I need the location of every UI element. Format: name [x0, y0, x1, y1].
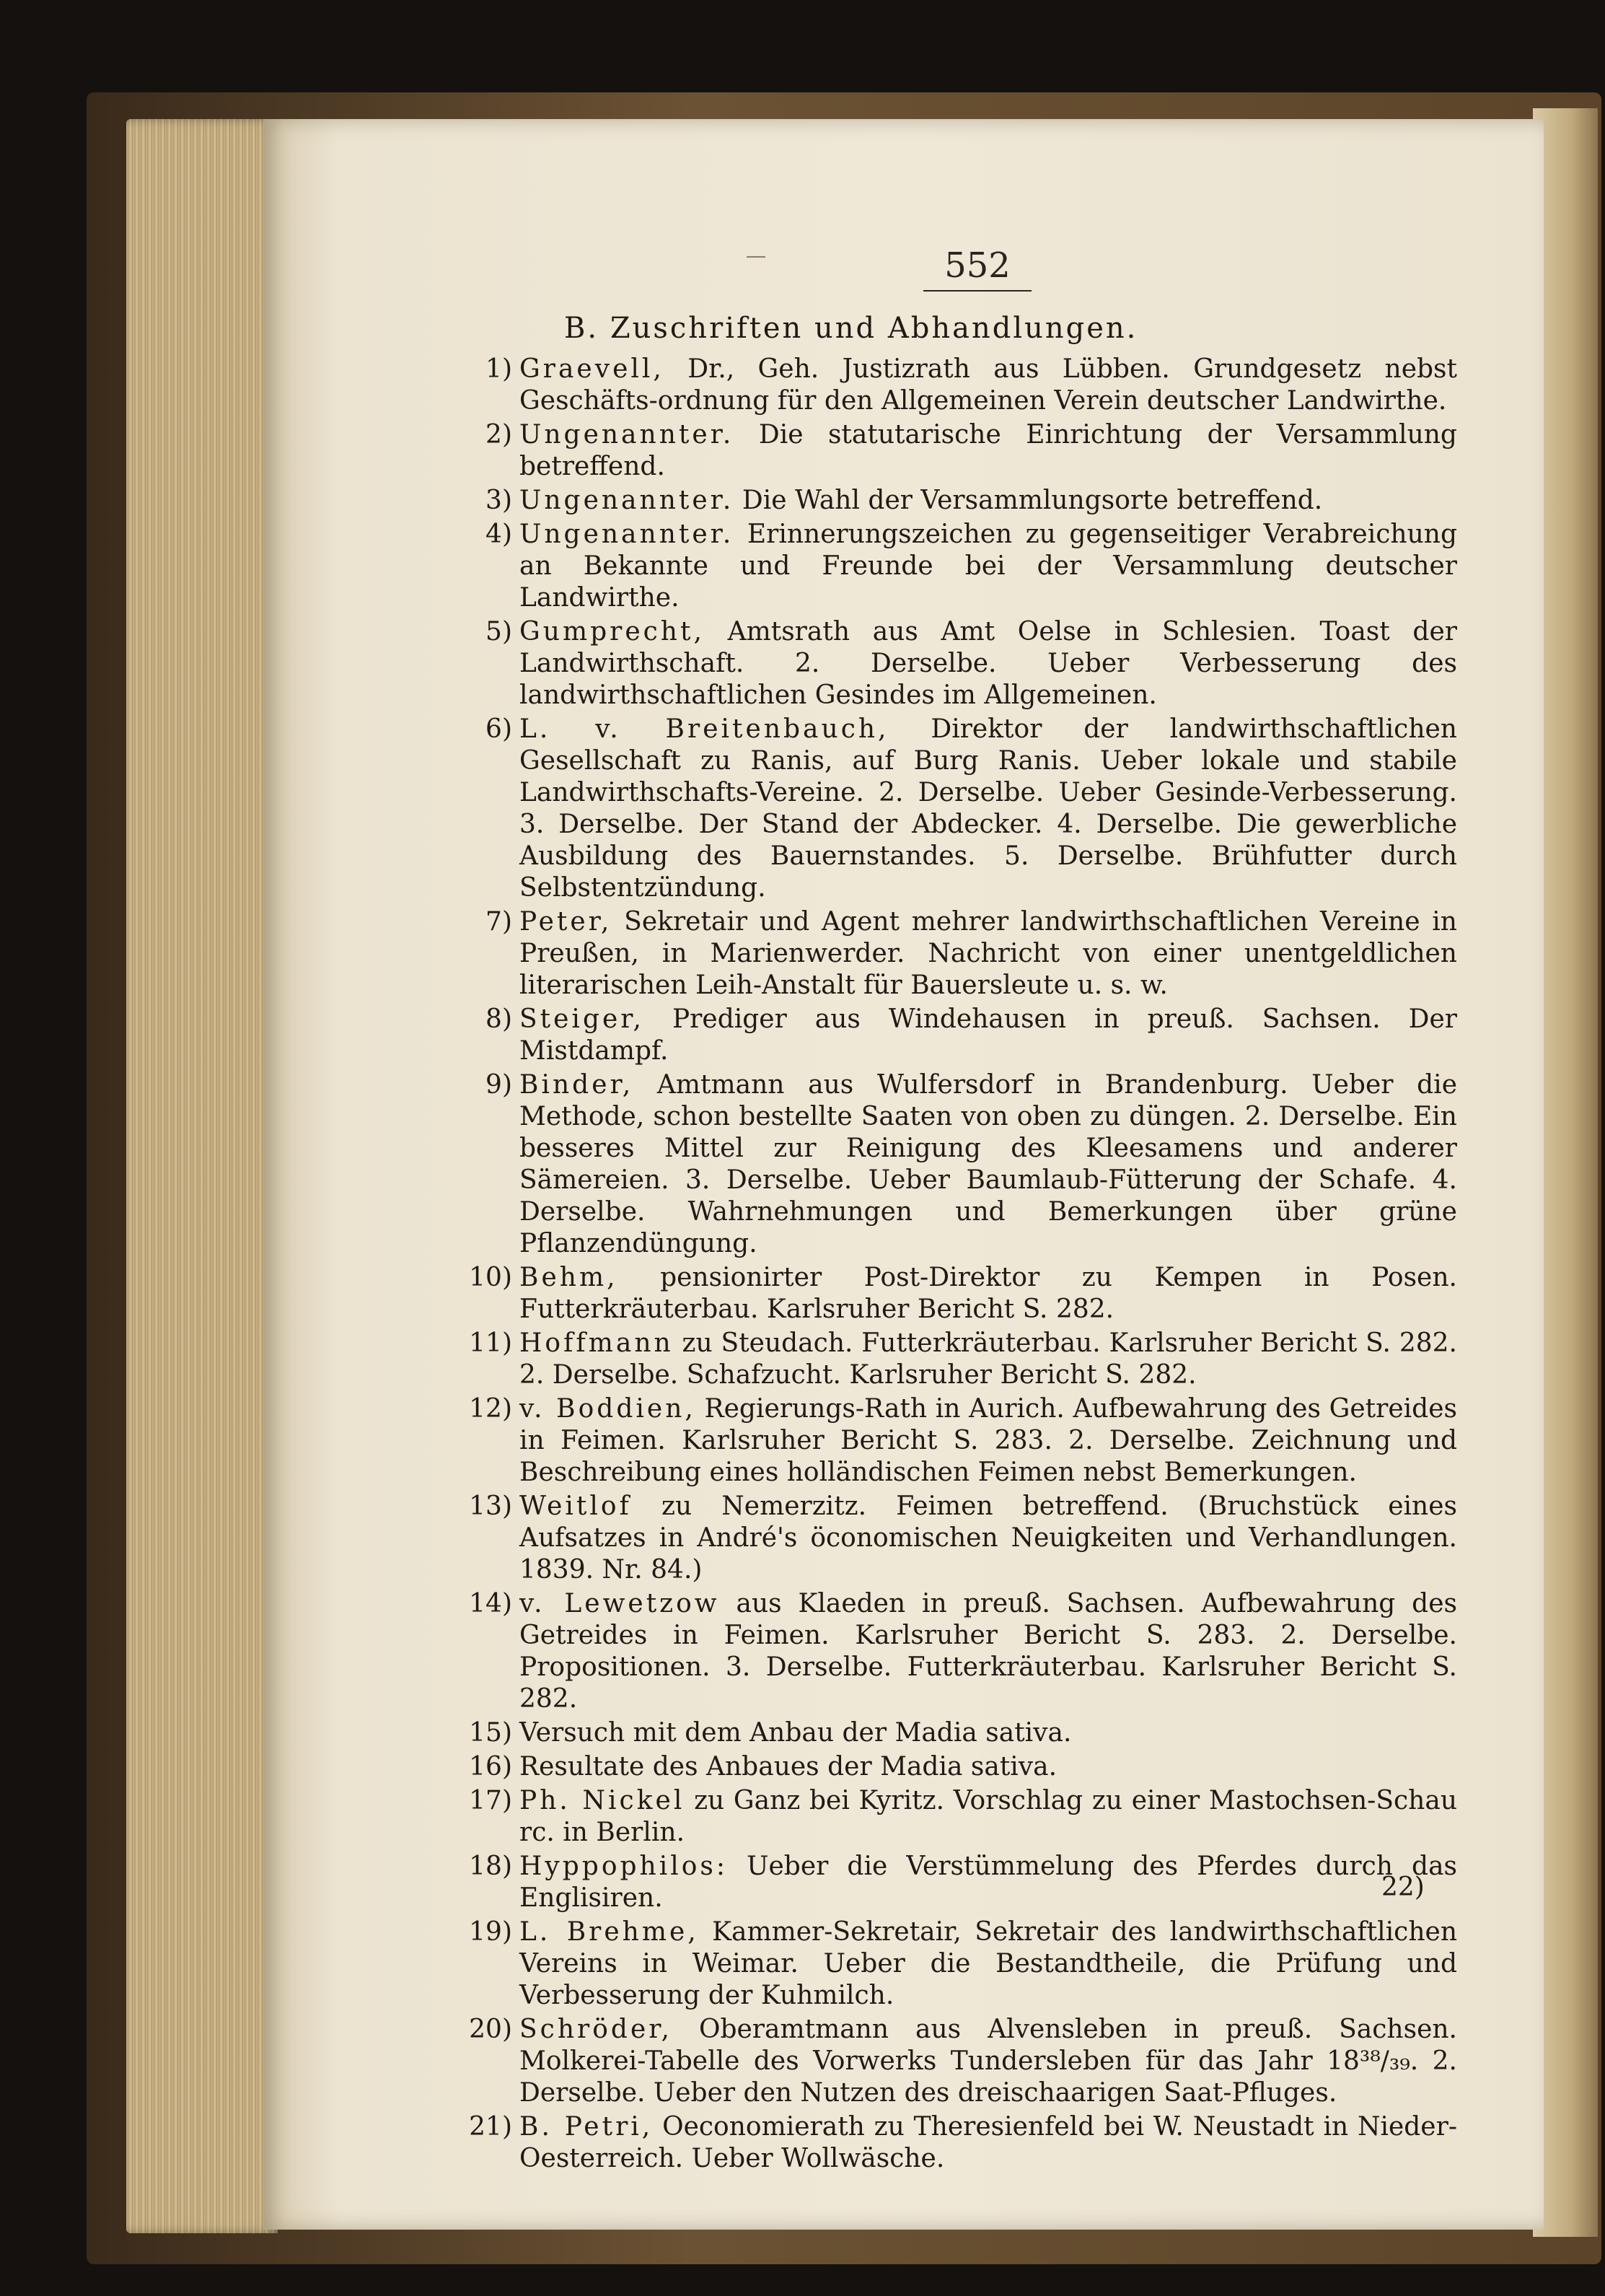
entry-author: v. Boddien,	[519, 1394, 696, 1424]
list-item	[433, 1916, 1457, 2012]
catchword: 22)	[1381, 1872, 1425, 1902]
list-item	[433, 1393, 1457, 1489]
entry-text	[519, 1785, 1457, 1849]
entry-author: Steiger,	[519, 1004, 644, 1034]
page-edges	[126, 119, 278, 2233]
entry-number: 5)	[485, 617, 512, 647]
entry-text	[519, 714, 1457, 904]
entry-author: Hyppophilos:	[519, 1852, 729, 1881]
entry-text	[519, 616, 1457, 711]
entry-text	[519, 2111, 1457, 2175]
entry-body: Kammer-Sekretair, Sekretair des landwirthschaftlichen Vereins in Weimar. Ueber die Bestandtheile, die Prüfung und Verbesserung der Kuhmilch.	[519, 1917, 1458, 2010]
entry-number: 3)	[485, 486, 512, 515]
entry-body: Erinnerungszeichen zu gegenseitiger Verabreichung an Bekannte und Freunde bei der Versammlung deutscher Landwirthe.	[519, 520, 1457, 613]
entry-number: 1)	[485, 354, 512, 384]
list-item	[433, 485, 1457, 517]
entry-body: zu Steudach. Futterkräuterbau. Karlsruher Bericht S. 282. 2. Derselbe. Schafzucht. Karlsruher Bericht S. 282.	[519, 1328, 1457, 1390]
entry-body: Prediger aus Windehausen in preuß. Sachsen. Der Mistdampf.	[519, 1004, 1457, 1066]
entry-author: B. Petri,	[519, 2112, 654, 2142]
entry-text	[519, 906, 1457, 1002]
list-item	[433, 2014, 1457, 2109]
entry-number: 14)	[469, 1589, 512, 1618]
list-item	[433, 2111, 1457, 2175]
entry-number: 19)	[469, 1917, 512, 1947]
list-item	[433, 1588, 1457, 1715]
entry-author: L. v. Breitenbauch,	[519, 714, 889, 744]
header-dash	[747, 256, 765, 258]
list-item	[433, 1262, 1457, 1326]
list-item	[433, 1851, 1457, 1914]
list-item	[433, 1785, 1457, 1849]
entry-text	[519, 354, 1457, 417]
entry-number: 2)	[485, 420, 512, 450]
entry-author: Ungenannter.	[519, 520, 734, 549]
entry-text	[519, 1588, 1457, 1715]
entry-body: zu Ganz bei Kyritz. Vorschlag zu einer Mastochsen-Schau rc. in Berlin.	[519, 1786, 1457, 1847]
entry-body: Resultate des Anbaues der Madia sativa.	[519, 1752, 1057, 1782]
entry-text	[519, 1717, 1457, 1749]
list-item	[433, 616, 1457, 711]
entry-text	[519, 2014, 1457, 2109]
entry-number: 9)	[485, 1070, 512, 1100]
entry-body: Amtsrath aus Amt Oelse in Schlesien. Toast der Landwirthschaft. 2. Derselbe. Ueber Verbesserung des landwirthschaftlichen Gesindes im Allgemeinen.	[519, 617, 1457, 710]
entry-number: 13)	[469, 1491, 512, 1521]
entry-body: Sekretair und Agent mehrer landwirthschaftlichen Vereine in Preußen, in Marienwerder. Nachricht von einer unentgeldlichen literarischen Leih-Anstalt für Bauersleute u. s. w.	[519, 907, 1457, 1000]
entry-text	[519, 519, 1457, 614]
entry-author: Hoffmann	[519, 1328, 674, 1358]
entry-text	[519, 1004, 1457, 1067]
entry-text	[519, 419, 1457, 483]
entry-text	[519, 1851, 1457, 1914]
entry-body: Dr., Geh. Justizrath aus Lübben. Grundgesetz nebst Geschäfts-ordnung für den Allgemeinen Verein deutscher Landwirthe.	[519, 354, 1457, 416]
entry-author: Graevell,	[519, 354, 664, 384]
entry-text	[519, 1328, 1457, 1391]
entry-body: aus Klaeden in preuß. Sachsen. Aufbewahrung des Getreides in Feimen. Karlsruher Bericht S. 283. 2. Derselbe. Propositionen. 3. Derselbe. Futterkräuterbau. Karlsruher Bericht S. 282.	[519, 1589, 1457, 1714]
entry-body: Die statutarische Einrichtung der Versammlung betreffend.	[519, 420, 1457, 481]
entry-author: Ungenannter.	[519, 420, 734, 450]
entry-text	[519, 1393, 1457, 1489]
entry-list	[433, 354, 1457, 2177]
entry-text	[519, 1262, 1457, 1326]
entry-number: 15)	[469, 1718, 512, 1748]
list-item	[433, 906, 1457, 1002]
entry-author: Gumprecht,	[519, 617, 705, 647]
entry-author: Ungenannter.	[519, 486, 734, 515]
page-number: 552	[923, 245, 1032, 292]
entry-number: 6)	[485, 714, 512, 744]
list-item	[433, 1328, 1457, 1391]
list-item	[433, 1069, 1457, 1260]
entry-author: Peter,	[519, 907, 612, 937]
entry-number: 7)	[485, 907, 512, 937]
entry-author: Weitlof	[519, 1491, 632, 1521]
entry-text	[519, 485, 1457, 517]
list-item	[433, 1717, 1457, 1749]
entry-body: pensionirter Post-Direktor zu Kempen in Posen. Futterkräuterbau. Karlsruher Bericht S. 282.	[519, 1263, 1457, 1324]
entry-body: Direktor der landwirthschaftlichen Gesellschaft zu Ranis, auf Burg Ranis. Ueber lokale und stabile Landwirthschafts-Vereine. 2. Derselbe. Ueber Gesinde-Verbesserung. 3. Derselbe. Der Stand der Abdecker. 4. Derselbe. Die gewerbliche Ausbildung des Bauernstandes. 5. Derselbe. Brühfutter durch Selbstentzündung.	[519, 714, 1457, 903]
entry-number: 12)	[469, 1394, 512, 1424]
entry-author: Ph. Nickel	[519, 1786, 685, 1815]
entry-author: Binder,	[519, 1070, 634, 1100]
entry-number: 18)	[469, 1852, 512, 1881]
entry-body: Die Wahl der Versammlungsorte betreffend.	[742, 486, 1323, 515]
list-item	[433, 354, 1457, 417]
entry-body: Regierungs-Rath in Aurich. Aufbewahrung des Getreides in Feimen. Karlsruher Bericht S. 283. 2. Derselbe. Zeichnung und Beschreibung eines holländischen Feimen nebst Bemerkungen.	[519, 1394, 1457, 1487]
entry-author: v. Lewetzow	[519, 1589, 720, 1618]
entry-text	[519, 1751, 1457, 1783]
entry-number: 20)	[469, 2015, 512, 2044]
entry-body: zu Nemerzitz. Feimen betreffend. (Bruchstück eines Aufsatzes in André's öconomischen Neuigkeiten und Verhandlungen. 1839. Nr. 84.)	[519, 1491, 1457, 1585]
entry-author: Behm,	[519, 1263, 618, 1292]
entry-text	[519, 1916, 1457, 2012]
entry-number: 4)	[485, 520, 512, 549]
entry-body: Ueber die Verstümmelung des Pferdes durch das Englisiren.	[519, 1852, 1458, 1913]
list-item	[433, 519, 1457, 614]
entry-number: 17)	[469, 1786, 512, 1815]
entry-number: 8)	[485, 1004, 512, 1034]
entry-number: 21)	[469, 2112, 512, 2142]
entry-number: 10)	[469, 1263, 512, 1292]
entry-text	[519, 1069, 1457, 1260]
list-item	[433, 1491, 1457, 1586]
entry-author: L. Brehme,	[519, 1917, 699, 1947]
list-item	[433, 714, 1457, 904]
list-item	[433, 419, 1457, 483]
entry-number: 16)	[469, 1752, 512, 1782]
entry-number: 11)	[469, 1328, 512, 1358]
entry-body: Oeconomierath zu Theresienfeld bei W. Neustadt in Nieder-Oesterreich. Ueber Wollwäsche.	[519, 2112, 1457, 2173]
entry-body: Amtmann aus Wulfersdorf in Brandenburg. Ueber die Methode, schon bestellte Saaten von oben zu düngen. 2. Derselbe. Ein besseres Mittel zur Reinigung des Kleesamens und anderer Sämereien. 3. Derselbe. Ueber Baumlaub-Fütterung der Schafe. 4. Derselbe. Wahrnehmungen und Bemerkungen über grüne Pflanzendüngung.	[519, 1070, 1457, 1258]
list-item	[433, 1751, 1457, 1783]
list-item	[433, 1004, 1457, 1067]
entry-body: Versuch mit dem Anbau der Madia sativa.	[519, 1718, 1072, 1748]
entry-author: Schröder,	[519, 2015, 672, 2044]
entry-body: Oberamtmann aus Alvensleben in preuß. Sachsen. Molkerei-Tabelle des Vorwerks Tundersleben für das Jahr 18³⁸/₃₉. 2. Derselbe. Ueber den Nutzen des dreischaarigen Saat-Pfluges.	[519, 2015, 1457, 2108]
section-heading: B. Zuschriften und Abhandlungen.	[564, 312, 1138, 345]
entry-text	[519, 1491, 1457, 1586]
